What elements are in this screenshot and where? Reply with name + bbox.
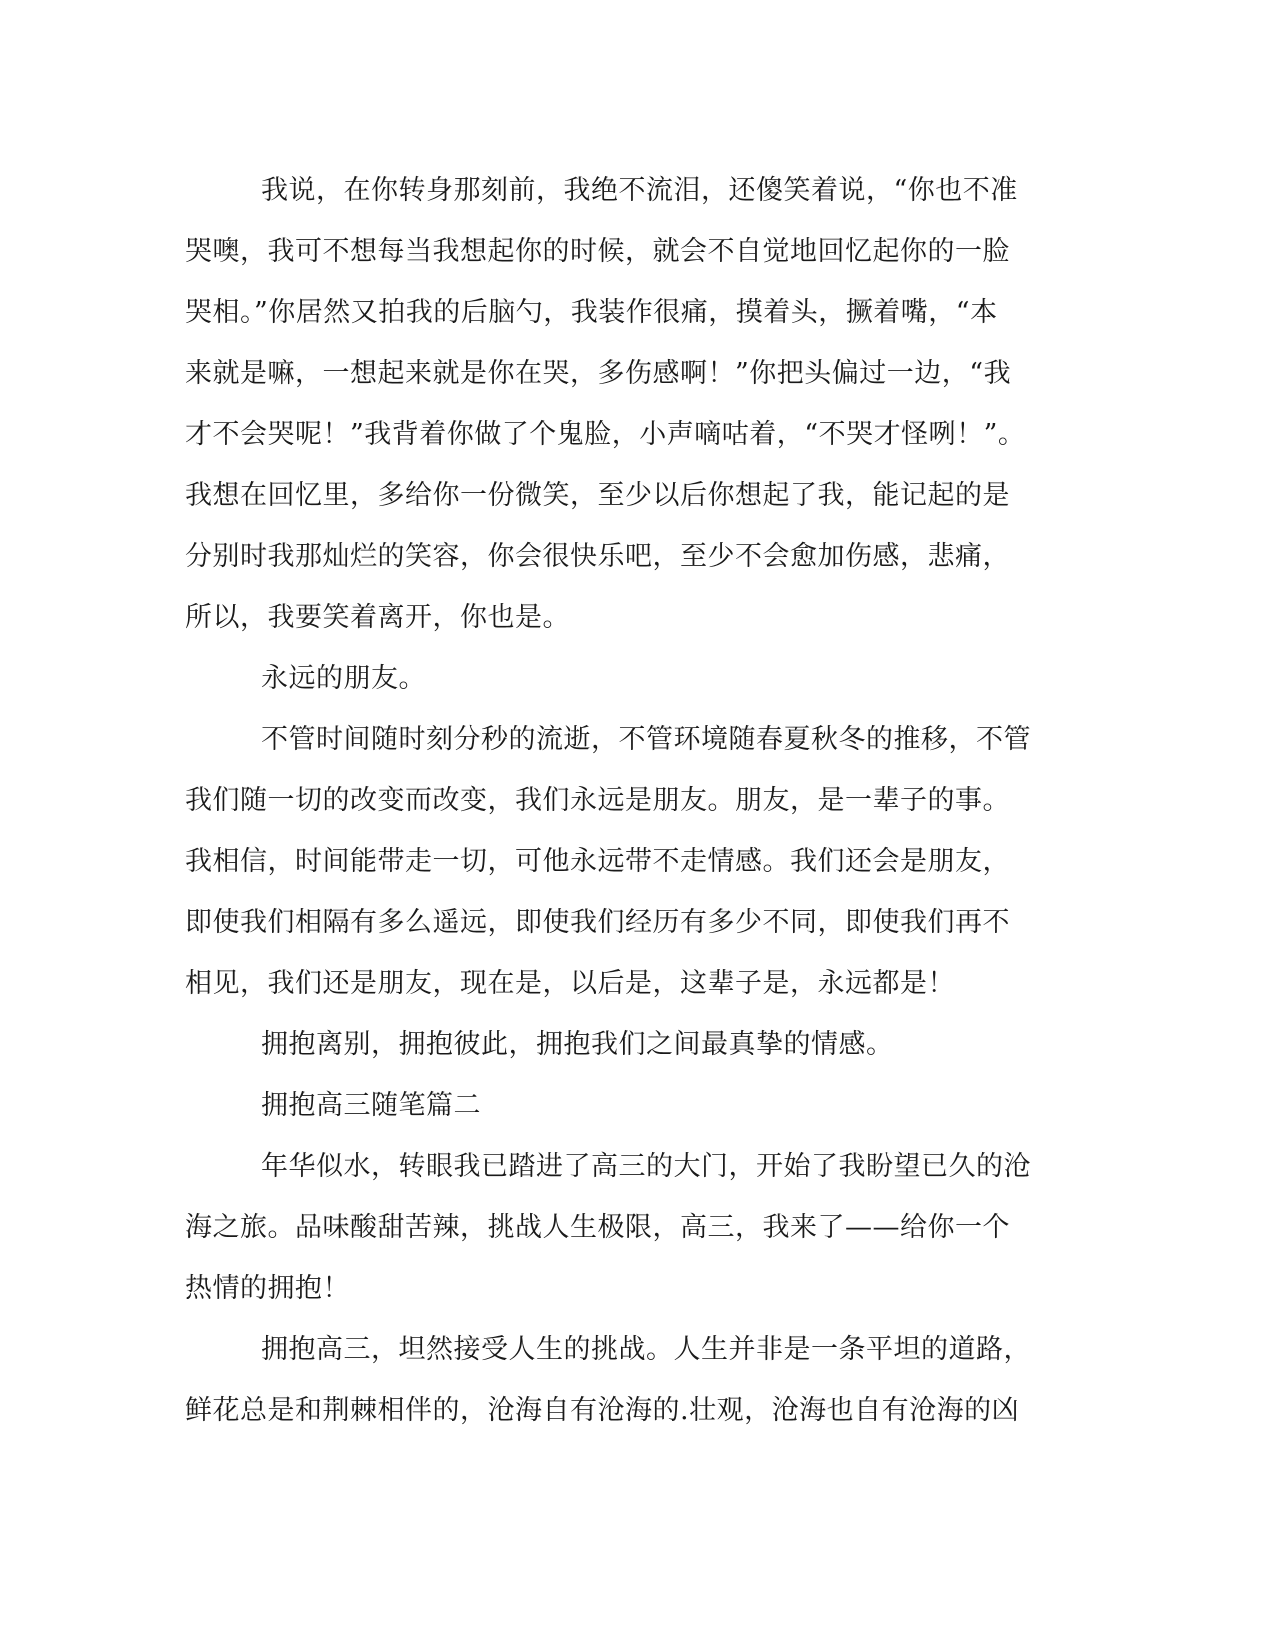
text-line: 鲜花总是和荆棘相伴的，沧海自有沧海的.壮观，沧海也自有沧海的凶 bbox=[185, 1395, 1020, 1426]
document-body bbox=[185, 160, 1065, 1441]
text-line: 才不会哭呢！”我背着你做了个鬼脸，小声嘀咕着，“不哭才怪咧！”。 bbox=[185, 419, 1026, 450]
paragraph bbox=[185, 1319, 1065, 1441]
paragraph bbox=[185, 648, 1065, 709]
text-line: 即使我们相隔有多么遥远，即使我们经历有多少不同，即使我们再不 bbox=[185, 907, 1010, 938]
text-line: 来就是嘛，一想起来就是你在哭，多伤感啊！”你把头偏过一边，“我 bbox=[185, 358, 1012, 389]
text-line: 不管时间随时刻分秒的流逝，不管环境随春夏秋冬的推移，不管 bbox=[261, 724, 1031, 755]
text-line: 拥抱高三，坦然接受人生的挑战。人生并非是一条平坦的道路， bbox=[261, 1334, 1031, 1365]
text-line: 哭噢，我可不想每当我想起你的时候，就会不自觉地回忆起你的一脸 bbox=[185, 236, 1010, 267]
paragraph bbox=[185, 1014, 1065, 1075]
text-line: 相见，我们还是朋友，现在是，以后是，这辈子是，永远都是！ bbox=[185, 968, 955, 999]
paragraph bbox=[185, 160, 1065, 648]
text-line: 永远的朋友。 bbox=[261, 663, 426, 694]
text-line: 我相信，时间能带走一切，可他永远带不走情感。我们还会是朋友， bbox=[185, 846, 1010, 877]
text-line: 我们随一切的改变而改变，我们永远是朋友。朋友，是一辈子的事。 bbox=[185, 785, 1010, 816]
text-line: 拥抱高三随笔篇二 bbox=[261, 1090, 481, 1121]
text-line: 我说，在你转身那刻前，我绝不流泪，还傻笑着说，“你也不准 bbox=[261, 175, 1018, 206]
text-line: 分别时我那灿烂的笑容，你会很快乐吧，至少不会愈加伤感，悲痛， bbox=[185, 541, 1010, 572]
paragraph bbox=[185, 709, 1065, 1014]
text-line: 海之旅。品味酸甜苦辣，挑战人生极限，高三，我来了——给你一个 bbox=[185, 1212, 1010, 1243]
text-line: 所以，我要笑着离开，你也是。 bbox=[185, 602, 570, 633]
text-line: 年华似水，转眼我已踏进了高三的大门，开始了我盼望已久的沧 bbox=[261, 1151, 1031, 1182]
text-line: 我想在回忆里，多给你一份微笑，至少以后你想起了我，能记起的是 bbox=[185, 480, 1010, 511]
text-line: 热情的拥抱！ bbox=[185, 1273, 350, 1304]
section-heading bbox=[185, 1075, 1065, 1136]
text-line: 哭相。”你居然又拍我的后脑勺，我装作很痛，摸着头，撅着嘴，“本 bbox=[185, 297, 998, 328]
text-line: 拥抱离别，拥抱彼此，拥抱我们之间最真挚的情感。 bbox=[261, 1029, 894, 1060]
paragraph bbox=[185, 1136, 1065, 1319]
